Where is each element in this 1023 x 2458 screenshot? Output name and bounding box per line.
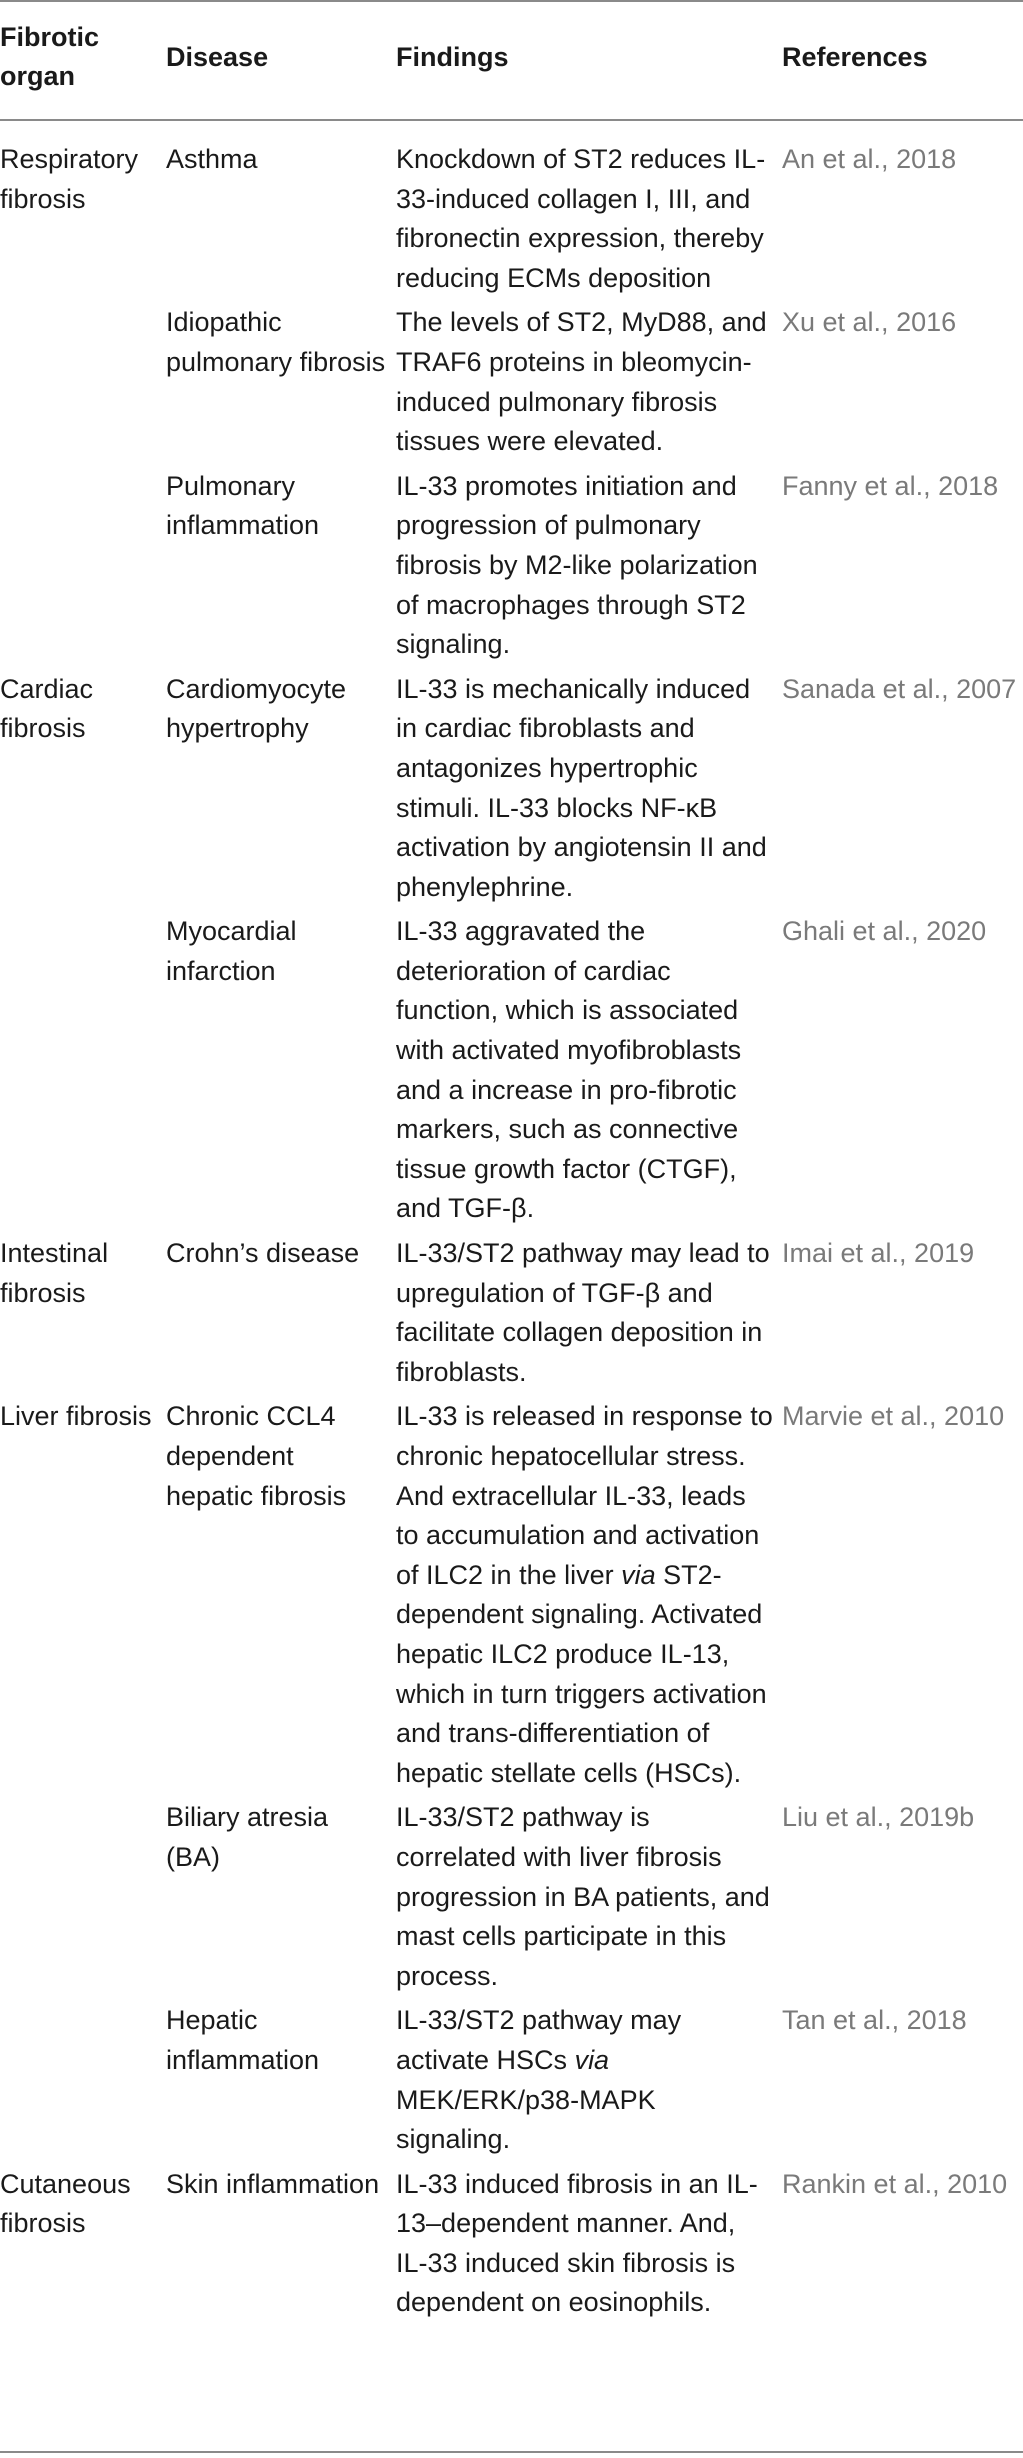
header-findings: Findings	[396, 41, 509, 72]
cell-disease: Pulmonary inflammation	[166, 470, 320, 541]
cell-disease: Cardiomyocyte hypertrophy	[166, 673, 347, 744]
cell-organ: Cardiac fibrosis	[0, 673, 94, 744]
cell-findings: IL-33 induced fibrosis in an IL-13–dependent manner. And, IL-33 induced skin fibrosis is dependent on eosinophils.	[396, 2168, 758, 2318]
cell-organ: Liver fibrosis	[0, 1401, 152, 1432]
cell-reference[interactable]: An et al., 2018	[782, 144, 957, 174]
cell-disease: Chronic CCL4 dependent hepatic fibrosis	[166, 1401, 347, 1511]
header-rule	[0, 119, 1023, 121]
findings-italic-text: via	[574, 2044, 610, 2075]
cell-reference[interactable]: Liu et al., 2019b	[782, 1802, 975, 1833]
cell-organ	[0, 467, 166, 670]
cell-disease: Skin inflammation	[166, 2168, 380, 2199]
cell-reference[interactable]: Marvie et al., 2010	[782, 1401, 1005, 1432]
cell-organ: Respiratory fibrosis	[0, 144, 139, 214]
cell-findings: IL-33 is mechanically induced in cardiac fibroblasts and antagonizes hypertrophic stimuli. IL-33 blocks NF-κB activation by angiotensin II and phenylephrine.	[396, 673, 767, 902]
cell-reference[interactable]: Sanada et al., 2007	[782, 673, 1017, 704]
cell-organ	[0, 912, 166, 1234]
findings-text: IL-33 is released in response to chronic hepatocellular stress. And extracellular IL-33, leads to accumulation and activation of ILC2 in the liver	[396, 1401, 773, 1590]
header-references: References	[782, 41, 928, 72]
header-fibrotic-organ: Fibrotic organ	[0, 22, 99, 91]
table-body	[0, 140, 1023, 2328]
findings-text: IL-33/ST2 pathway may activate HSCs	[396, 2005, 682, 2075]
findings-text: MEK/ERK/p38-MAPK signaling.	[396, 2084, 656, 2155]
cell-disease: Hepatic inflammation	[166, 2005, 320, 2075]
findings-text: ST2-dependent signaling. Activated hepatic ILC2 produce IL-13, which in turn triggers activation and trans-differentiation of hepatic stellate cells (HSCs).	[396, 1559, 767, 1788]
table-header	[0, 0, 1023, 119]
cell-findings: IL-33/ST2 pathway may lead to upregulation of TGF-β and facilitate collagen deposition in fibroblasts.	[396, 1238, 770, 1387]
header-disease: Disease	[166, 41, 269, 72]
cell-reference[interactable]: Imai et al., 2019	[782, 1238, 975, 1269]
cell-findings	[396, 1397, 782, 1798]
cell-disease: Asthma	[166, 144, 258, 174]
cell-reference[interactable]: Ghali et al., 2020	[782, 916, 987, 947]
cell-findings	[396, 2001, 782, 2164]
cell-findings: IL-33 promotes initiation and progression of pulmonary fibrosis by M2-like polarization of macrophages through ST2 signaling.	[396, 470, 758, 660]
cell-disease: Myocardial infarction	[166, 916, 297, 986]
cell-disease: Biliary atresia (BA)	[166, 1802, 329, 1872]
cell-disease: Idiopathic pulmonary fibrosis	[166, 307, 386, 377]
cell-organ	[0, 2001, 166, 2164]
cell-findings: IL-33/ST2 pathway is correlated with liver fibrosis progression in BA patients, and mast cells participate in this process.	[396, 1802, 770, 1991]
cell-findings: The levels of ST2, MyD88, and TRAF6 proteins in bleomycin-induced pulmonary fibrosis tissues were elevated.	[396, 307, 767, 457]
cell-organ: Cutaneous fibrosis	[0, 2168, 131, 2239]
cell-disease: Crohn’s disease	[166, 1238, 360, 1269]
cell-reference[interactable]: Tan et al., 2018	[782, 2005, 967, 2036]
cell-organ	[0, 303, 166, 466]
cell-reference[interactable]: Rankin et al., 2010	[782, 2168, 1008, 2199]
cell-reference[interactable]: Fanny et al., 2018	[782, 470, 999, 501]
cell-findings: IL-33 aggravated the deterioration of cardiac function, which is associated with activated myofibroblasts and a increase in pro-fibrotic markers, such as connective tissue growth factor (CTGF), and TGF-β.	[396, 916, 742, 1224]
cell-organ	[0, 1798, 166, 2001]
cell-findings: Knockdown of ST2 reduces IL-33-induced collagen I, III, and fibronectin expression, thereby reducing ECMs deposition	[396, 144, 766, 293]
table-bottom-rule	[0, 2451, 1023, 2453]
findings-italic-text: via	[621, 1559, 656, 1590]
cell-reference[interactable]: Xu et al., 2016	[782, 307, 957, 338]
cell-organ: Intestinal fibrosis	[0, 1238, 109, 1308]
